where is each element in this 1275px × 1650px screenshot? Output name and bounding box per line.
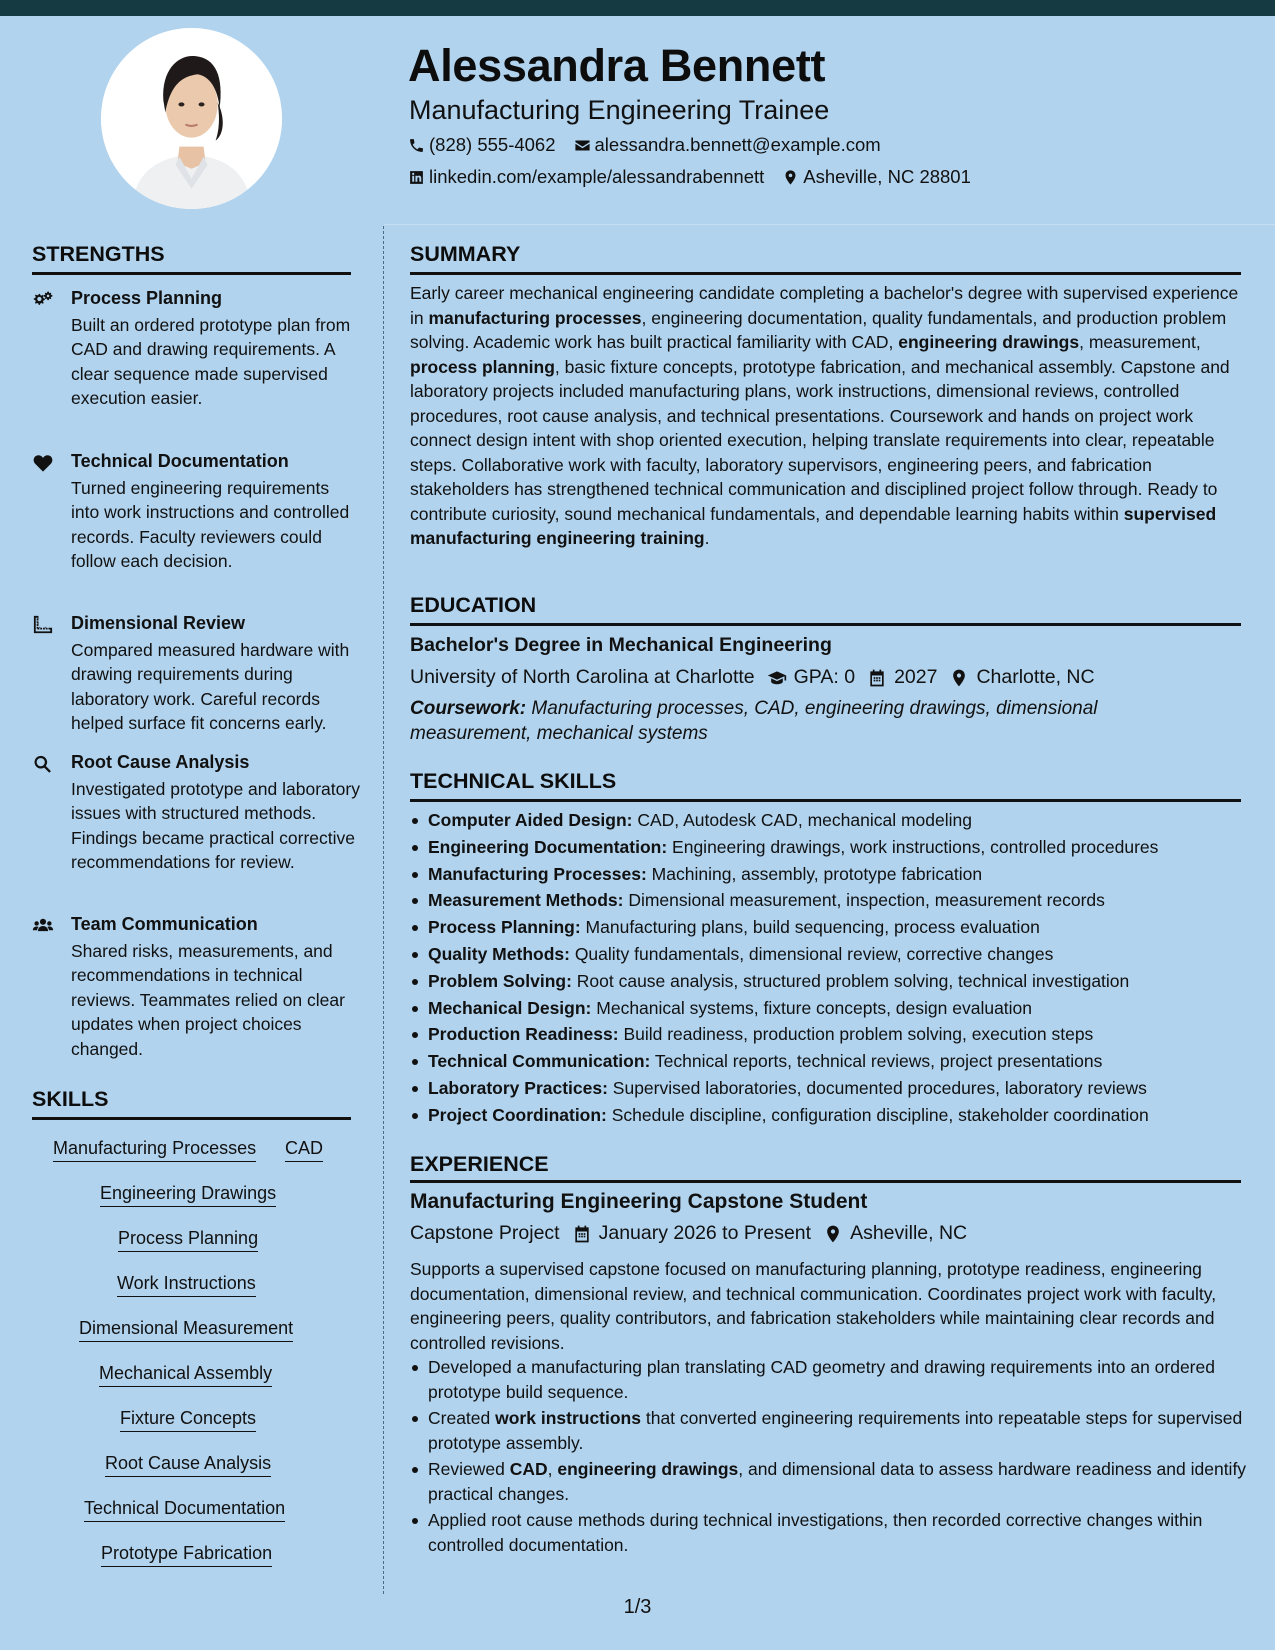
skill-category: Laboratory Practices: — [428, 1077, 608, 1098]
job-dates: January 2026 to Present — [598, 1222, 812, 1244]
bullet-emphasis: work instructions — [495, 1408, 641, 1428]
email-text: alessandra.bennett@example.com — [594, 134, 881, 155]
skill-tag: Prototype Fabrication — [101, 1543, 272, 1567]
summary-paragraph — [410, 281, 1250, 551]
graduation-cap-icon — [767, 668, 787, 688]
page-number: 1/3 — [623, 1596, 652, 1618]
skill-tag: Process Planning — [118, 1228, 258, 1252]
skill-category: Technical Communication: — [428, 1051, 651, 1072]
location-contact — [782, 166, 971, 188]
list-item — [410, 915, 1260, 942]
strengths-heading: STRENGTHS — [32, 242, 165, 266]
technical-skills-rule — [410, 799, 1241, 802]
skill-category: Production Readiness: — [428, 1024, 619, 1045]
bullet-text: Reviewed — [428, 1459, 510, 1479]
list-item — [410, 888, 1260, 915]
profile-photo — [101, 28, 282, 209]
skill-values: Mechanical systems, fixture concepts, design evaluation — [591, 997, 1033, 1018]
strength-text: Built an ordered prototype plan from CAD and drawing requirements. A clear sequence made supervised execution easier. — [71, 315, 351, 409]
header-divider — [384, 224, 1275, 225]
skill-values: Supervised laboratories, documented procedures, laboratory reviews — [607, 1077, 1147, 1098]
skill-values: Root cause analysis, structured problem solving, technical investigation — [571, 970, 1130, 991]
skill-tag: Work Instructions — [117, 1273, 256, 1297]
job-title: Manufacturing Engineering Capstone Student — [410, 1190, 868, 1213]
bullet-text: Created — [428, 1408, 496, 1428]
calendar-icon — [867, 668, 887, 688]
linkedin-contact[interactable] — [408, 166, 764, 188]
summary-emphasis: manufacturing processes — [428, 307, 642, 328]
degree-title: Bachelor's Degree in Mechanical Engineering — [410, 634, 832, 656]
map-pin-icon — [949, 668, 969, 688]
technical-skills-heading: TECHNICAL SKILLS — [410, 769, 617, 793]
school-name: University of North Carolina at Charlotte — [410, 666, 755, 688]
skill-tag: Technical Documentation — [84, 1498, 285, 1522]
skill-values: Dimensional measurement, inspection, measurement records — [623, 890, 1105, 911]
job-location: Asheville, NC — [850, 1222, 968, 1244]
job-meta — [410, 1222, 967, 1245]
bullet-emphasis: engineering drawings — [557, 1459, 739, 1479]
bullet-emphasis: CAD — [509, 1459, 548, 1479]
summary-text: , measurement, — [1079, 332, 1201, 352]
users-icon — [32, 916, 56, 936]
skill-tag: Fixture Concepts — [120, 1408, 256, 1432]
linkedin-icon — [408, 169, 425, 186]
phone-text: (828) 555-4062 — [429, 134, 556, 155]
bullet-text: , — [547, 1459, 558, 1479]
candidate-title: Manufacturing Engineering Trainee — [409, 95, 830, 125]
skill-values: Machining, assembly, prototype fabrication — [646, 863, 983, 884]
list-item — [410, 1508, 1250, 1557]
skill-category: Measurement Methods: — [428, 890, 624, 911]
strength-text: Shared risks, measurements, and recommendations in technical reviews. Teammates relied on clear updates when project choices changed. — [71, 941, 345, 1059]
strength-text: Compared measured hardware with drawing requirements during laboratory work. Careful records helped surface fit concerns early. — [71, 640, 350, 734]
summary-heading: SUMMARY — [410, 242, 521, 266]
summary-rule — [410, 272, 1241, 275]
skill-category: Mechanical Design: — [428, 997, 592, 1018]
skill-values: Engineering drawings, work instructions, controlled procedures — [667, 836, 1159, 857]
summary-text: , engineering documentation, quality fundamentals, and production problem solving. Academic work has built practical familiarity with CAD, — [410, 307, 1227, 352]
coursework — [410, 696, 1210, 746]
summary-text: . — [704, 528, 710, 548]
summary-text: , basic fixture concepts, prototype fabrication, and mechanical assembly. Capstone and laboratory projects included manufacturing plans, work instructions, dimensional reviews, controlled procedures, root cause analysis, and technical presentations. Coursework and hands on project work connect design intent with shop oriented execution, helping translate requirements into clear, repeatable steps. Collaborative work with faculty, laboratory supervisors, engineering peers, and fabrication stakeholders has strengthened technical communication and disciplined project follow through. Ready to contribute curiosity, sound mechanical fundamentals, and dependable learning habits within — [410, 356, 1230, 524]
skill-tag: Root Cause Analysis — [105, 1453, 271, 1477]
summary-emphasis: engineering drawings — [898, 332, 1080, 352]
map-pin-icon — [823, 1224, 843, 1244]
graduation-year: 2027 — [894, 666, 938, 688]
experience-heading: EXPERIENCE — [410, 1152, 549, 1176]
coursework-text: Manufacturing processes, CAD, engineering drawings, dimensional measurement, mechanical systems — [410, 698, 1098, 744]
skill-tag: Manufacturing Processes — [53, 1138, 256, 1162]
phone-icon — [408, 137, 425, 154]
list-item — [410, 835, 1260, 862]
skill-category: Engineering Documentation: — [428, 836, 668, 857]
heart-icon — [32, 453, 56, 473]
candidate-name: Alessandra Bennett — [408, 40, 826, 91]
skill-category: Process Planning: — [428, 917, 581, 938]
skill-category: Computer Aided Design: — [428, 810, 633, 830]
email-contact[interactable] — [574, 134, 881, 156]
skill-category: Project Coordination: — [428, 1104, 607, 1125]
strength-title: Process Planning — [71, 288, 223, 308]
list-item — [410, 1103, 1260, 1130]
skill-tag: Engineering Drawings — [100, 1183, 276, 1207]
envelope-icon — [574, 137, 591, 154]
list-item — [410, 1076, 1260, 1103]
education-meta — [410, 666, 1095, 689]
list-item — [410, 942, 1260, 969]
contact-row-1 — [408, 134, 899, 156]
skill-values: Quality fundamentals, dimensional review, corrective changes — [569, 943, 1054, 964]
list-item — [410, 1049, 1260, 1076]
strength-text: Investigated prototype and laboratory issues with structured methods. Findings became practical corrective recommendations for review. — [71, 779, 360, 873]
strength-title: Dimensional Review — [71, 613, 246, 633]
summary-emphasis: supervised manufacturing engineering training — [410, 503, 1217, 548]
bullet-text: , and dimensional data to assess hardware readiness and identify practical changes. — [428, 1459, 1247, 1504]
calendar-icon — [572, 1224, 592, 1244]
bullet-text: Applied root cause methods during technical investigations, then recorded corrective changes within controlled documentation. — [428, 1510, 1203, 1555]
skills-rule — [32, 1117, 351, 1120]
top-accent-bar — [0, 0, 1275, 16]
map-pin-icon — [782, 169, 799, 186]
coursework-label: Coursework: — [410, 698, 527, 719]
skill-values: CAD, Autodesk CAD, mechanical modeling — [632, 810, 972, 830]
skill-category: Quality Methods: — [428, 943, 570, 964]
summary-text: Early career mechanical engineering candidate completing a bachelor's degree with supervised experience in — [410, 283, 1239, 328]
list-item — [410, 1022, 1260, 1049]
location-text: Asheville, NC 28801 — [803, 166, 971, 187]
strength-text: Turned engineering requirements into work instructions and controlled records. Faculty reviewers could follow each decision. — [71, 478, 350, 572]
summary-emphasis: process planning — [410, 356, 555, 377]
skill-tag: CAD — [285, 1138, 323, 1162]
strengths-rule — [32, 272, 351, 275]
strength-title: Root Cause Analysis — [71, 752, 250, 772]
technical-skills-list — [410, 808, 1260, 1130]
skill-category: Problem Solving: — [428, 970, 572, 991]
strength-title: Technical Documentation — [71, 451, 289, 471]
list-item — [410, 1457, 1250, 1506]
school-location: Charlotte, NC — [976, 666, 1095, 688]
list-item — [410, 808, 1260, 835]
contact-row-2 — [408, 166, 989, 188]
linkedin-text: linkedin.com/example/alessandrabennett — [429, 166, 765, 187]
search-icon — [32, 754, 56, 774]
skill-values: Build readiness, production problem solving, execution steps — [618, 1024, 1094, 1045]
list-item — [410, 996, 1260, 1023]
education-heading: EDUCATION — [410, 593, 537, 617]
column-divider — [383, 226, 384, 1594]
list-item — [410, 1355, 1250, 1404]
skill-category: Manufacturing Processes: — [428, 863, 647, 884]
bullet-text: that converted engineering requirements into repeatable steps for supervised prototype assembly. — [428, 1408, 1243, 1453]
experience-bullets — [410, 1355, 1250, 1559]
skill-tag: Mechanical Assembly — [99, 1363, 272, 1387]
gpa-text: GPA: 0 — [793, 666, 856, 688]
gears-icon — [32, 290, 56, 310]
ruler-combined-icon — [32, 615, 56, 635]
strength-title: Team Communication — [71, 914, 258, 934]
bullet-text: Developed a manufacturing plan translating CAD geometry and drawing requirements into an ordered prototype build sequence. — [428, 1357, 1215, 1402]
list-item — [410, 1406, 1250, 1455]
education-rule — [410, 623, 1241, 626]
skill-tag: Dimensional Measurement — [79, 1318, 293, 1342]
skills-heading: SKILLS — [32, 1087, 109, 1111]
skill-values: Manufacturing plans, build sequencing, process evaluation — [580, 917, 1040, 938]
job-description: Supports a supervised capstone focused on manufacturing planning, prototype readiness, engineering documentation, dimensional review, and technical communication. Coordinates project work with faculty, engineering peers, quality contributors, and fabrication stakeholders while maintaining clear records and controlled revisions. — [410, 1259, 1217, 1353]
list-item — [410, 862, 1260, 889]
list-item — [410, 969, 1260, 996]
phone-contact[interactable] — [408, 134, 556, 156]
organization-name: Capstone Project — [410, 1222, 560, 1244]
skill-values: Schedule discipline, configuration discipline, stakeholder coordination — [606, 1104, 1149, 1125]
experience-rule — [410, 1180, 1241, 1183]
skill-values: Technical reports, technical reviews, project presentations — [650, 1051, 1103, 1072]
